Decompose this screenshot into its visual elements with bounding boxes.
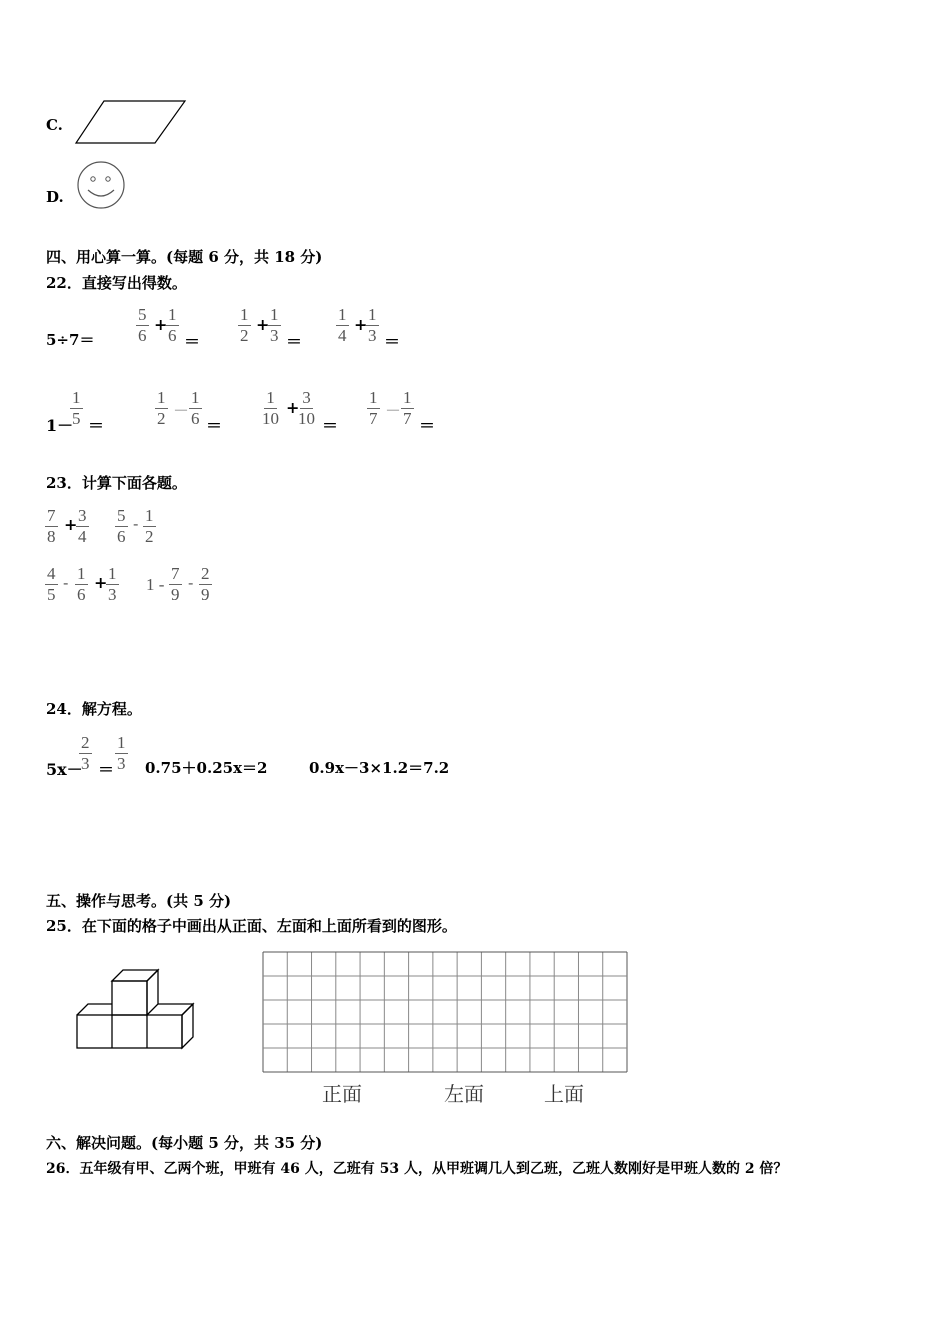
q24-title: 24．解方程。 [46, 700, 142, 718]
denominator: 3 [81, 754, 90, 773]
numerator: 1 [157, 388, 166, 407]
section5-header: 五、操作与思考。(共 5 分) [46, 892, 232, 910]
denominator: 2 [240, 326, 249, 345]
q23-title: 23．计算下面各题。 [46, 474, 187, 492]
denominator: 9 [171, 585, 180, 604]
numerator: 1 [240, 305, 249, 324]
denominator: 10 [298, 409, 315, 428]
operator: + [94, 573, 108, 592]
numerator: 7 [47, 506, 56, 525]
numerator: 1 [108, 564, 117, 583]
smiley-face-figure [76, 160, 128, 212]
prefix: 1 - [146, 575, 165, 594]
denominator: 7 [403, 409, 412, 428]
numerator: 2 [81, 733, 90, 752]
parallelogram-figure [74, 98, 190, 148]
section4-header: 四、用心算一算。(每题 6 分，共 18 分) [46, 248, 323, 266]
operator: + [64, 515, 78, 534]
denominator: 6 [77, 585, 86, 604]
numerator: 7 [171, 564, 180, 583]
equals: ＝ [419, 416, 436, 435]
numerator: 1 [368, 305, 377, 324]
equals: ＝ [184, 332, 201, 351]
drawing-grid[interactable] [261, 950, 631, 1076]
q24-equation-2: 0.75＋0.25x＝2 [145, 759, 268, 777]
grid-label-top: 上面 [544, 1082, 584, 1106]
numerator: 5 [117, 506, 126, 525]
section6-header: 六、解决问题。(每小题 5 分，共 35 分) [46, 1134, 323, 1152]
numerator: 1 [338, 305, 347, 324]
q22-title: 22．直接写出得数。 [46, 274, 187, 292]
denominator: 2 [145, 527, 154, 546]
numerator: 1 [168, 305, 177, 324]
operator: - [188, 573, 194, 592]
numerator: 3 [302, 388, 311, 407]
denominator: 3 [117, 754, 126, 773]
denominator: 6 [138, 326, 147, 345]
equals: ＝ [88, 416, 105, 435]
equals: ＝ [206, 416, 223, 435]
numerator: 1 [270, 305, 279, 324]
denominator: 7 [369, 409, 378, 428]
denominator: 3 [368, 326, 377, 345]
equals: ＝ [98, 760, 115, 779]
q22-item-1: 5÷7＝ [46, 331, 95, 349]
denominator: 4 [338, 326, 347, 345]
operator: + [256, 315, 270, 334]
denominator: 3 [108, 585, 117, 604]
equals: ＝ [384, 332, 401, 351]
denominator: 8 [47, 527, 56, 546]
denominator: 5 [72, 409, 81, 428]
denominator: 10 [262, 409, 279, 428]
numerator: 3 [78, 506, 87, 525]
denominator: 6 [191, 409, 200, 428]
prefix: 5x－ [46, 760, 83, 779]
numerator: 2 [201, 564, 210, 583]
operator: － [173, 401, 190, 420]
q26-text: 26．五年级有甲、乙两个班，甲班有 46 人，乙班有 53 人，从甲班调几人到乙班，乙班人数刚好是甲班人数的 2 倍？ [46, 1161, 788, 1177]
prefix: 1－ [46, 416, 74, 435]
numerator: 1 [72, 388, 81, 407]
operator: - [63, 573, 69, 592]
q24-equation-3: 0.9x－3×1.2＝7.2 [309, 759, 450, 777]
grid-label-left: 左面 [444, 1082, 484, 1106]
cube-stack-figure [74, 966, 200, 1054]
numerator: 1 [117, 733, 126, 752]
denominator: 6 [168, 326, 177, 345]
equals: ＝ [322, 416, 339, 435]
numerator: 4 [47, 564, 56, 583]
option-d-label: D. [46, 188, 64, 206]
denominator: 3 [270, 326, 279, 345]
grid-label-front: 正面 [322, 1082, 362, 1106]
operator: + [286, 398, 300, 417]
numerator: 1 [77, 564, 86, 583]
q25-title: 25．在下面的格子中画出从正面、左面和上面所看到的图形。 [46, 917, 457, 935]
operator: - [133, 514, 139, 533]
numerator: 1 [403, 388, 412, 407]
numerator: 1 [266, 388, 275, 407]
operator: － [385, 401, 402, 420]
numerator: 1 [191, 388, 200, 407]
numerator: 5 [138, 305, 147, 324]
operator: + [354, 315, 368, 334]
denominator: 2 [157, 409, 166, 428]
operator: + [154, 315, 168, 334]
denominator: 9 [201, 585, 210, 604]
denominator: 5 [47, 585, 56, 604]
numerator: 1 [145, 506, 154, 525]
option-c-label: C. [46, 116, 63, 134]
denominator: 6 [117, 527, 126, 546]
denominator: 4 [78, 527, 87, 546]
numerator: 1 [369, 388, 378, 407]
equals: ＝ [286, 332, 303, 351]
